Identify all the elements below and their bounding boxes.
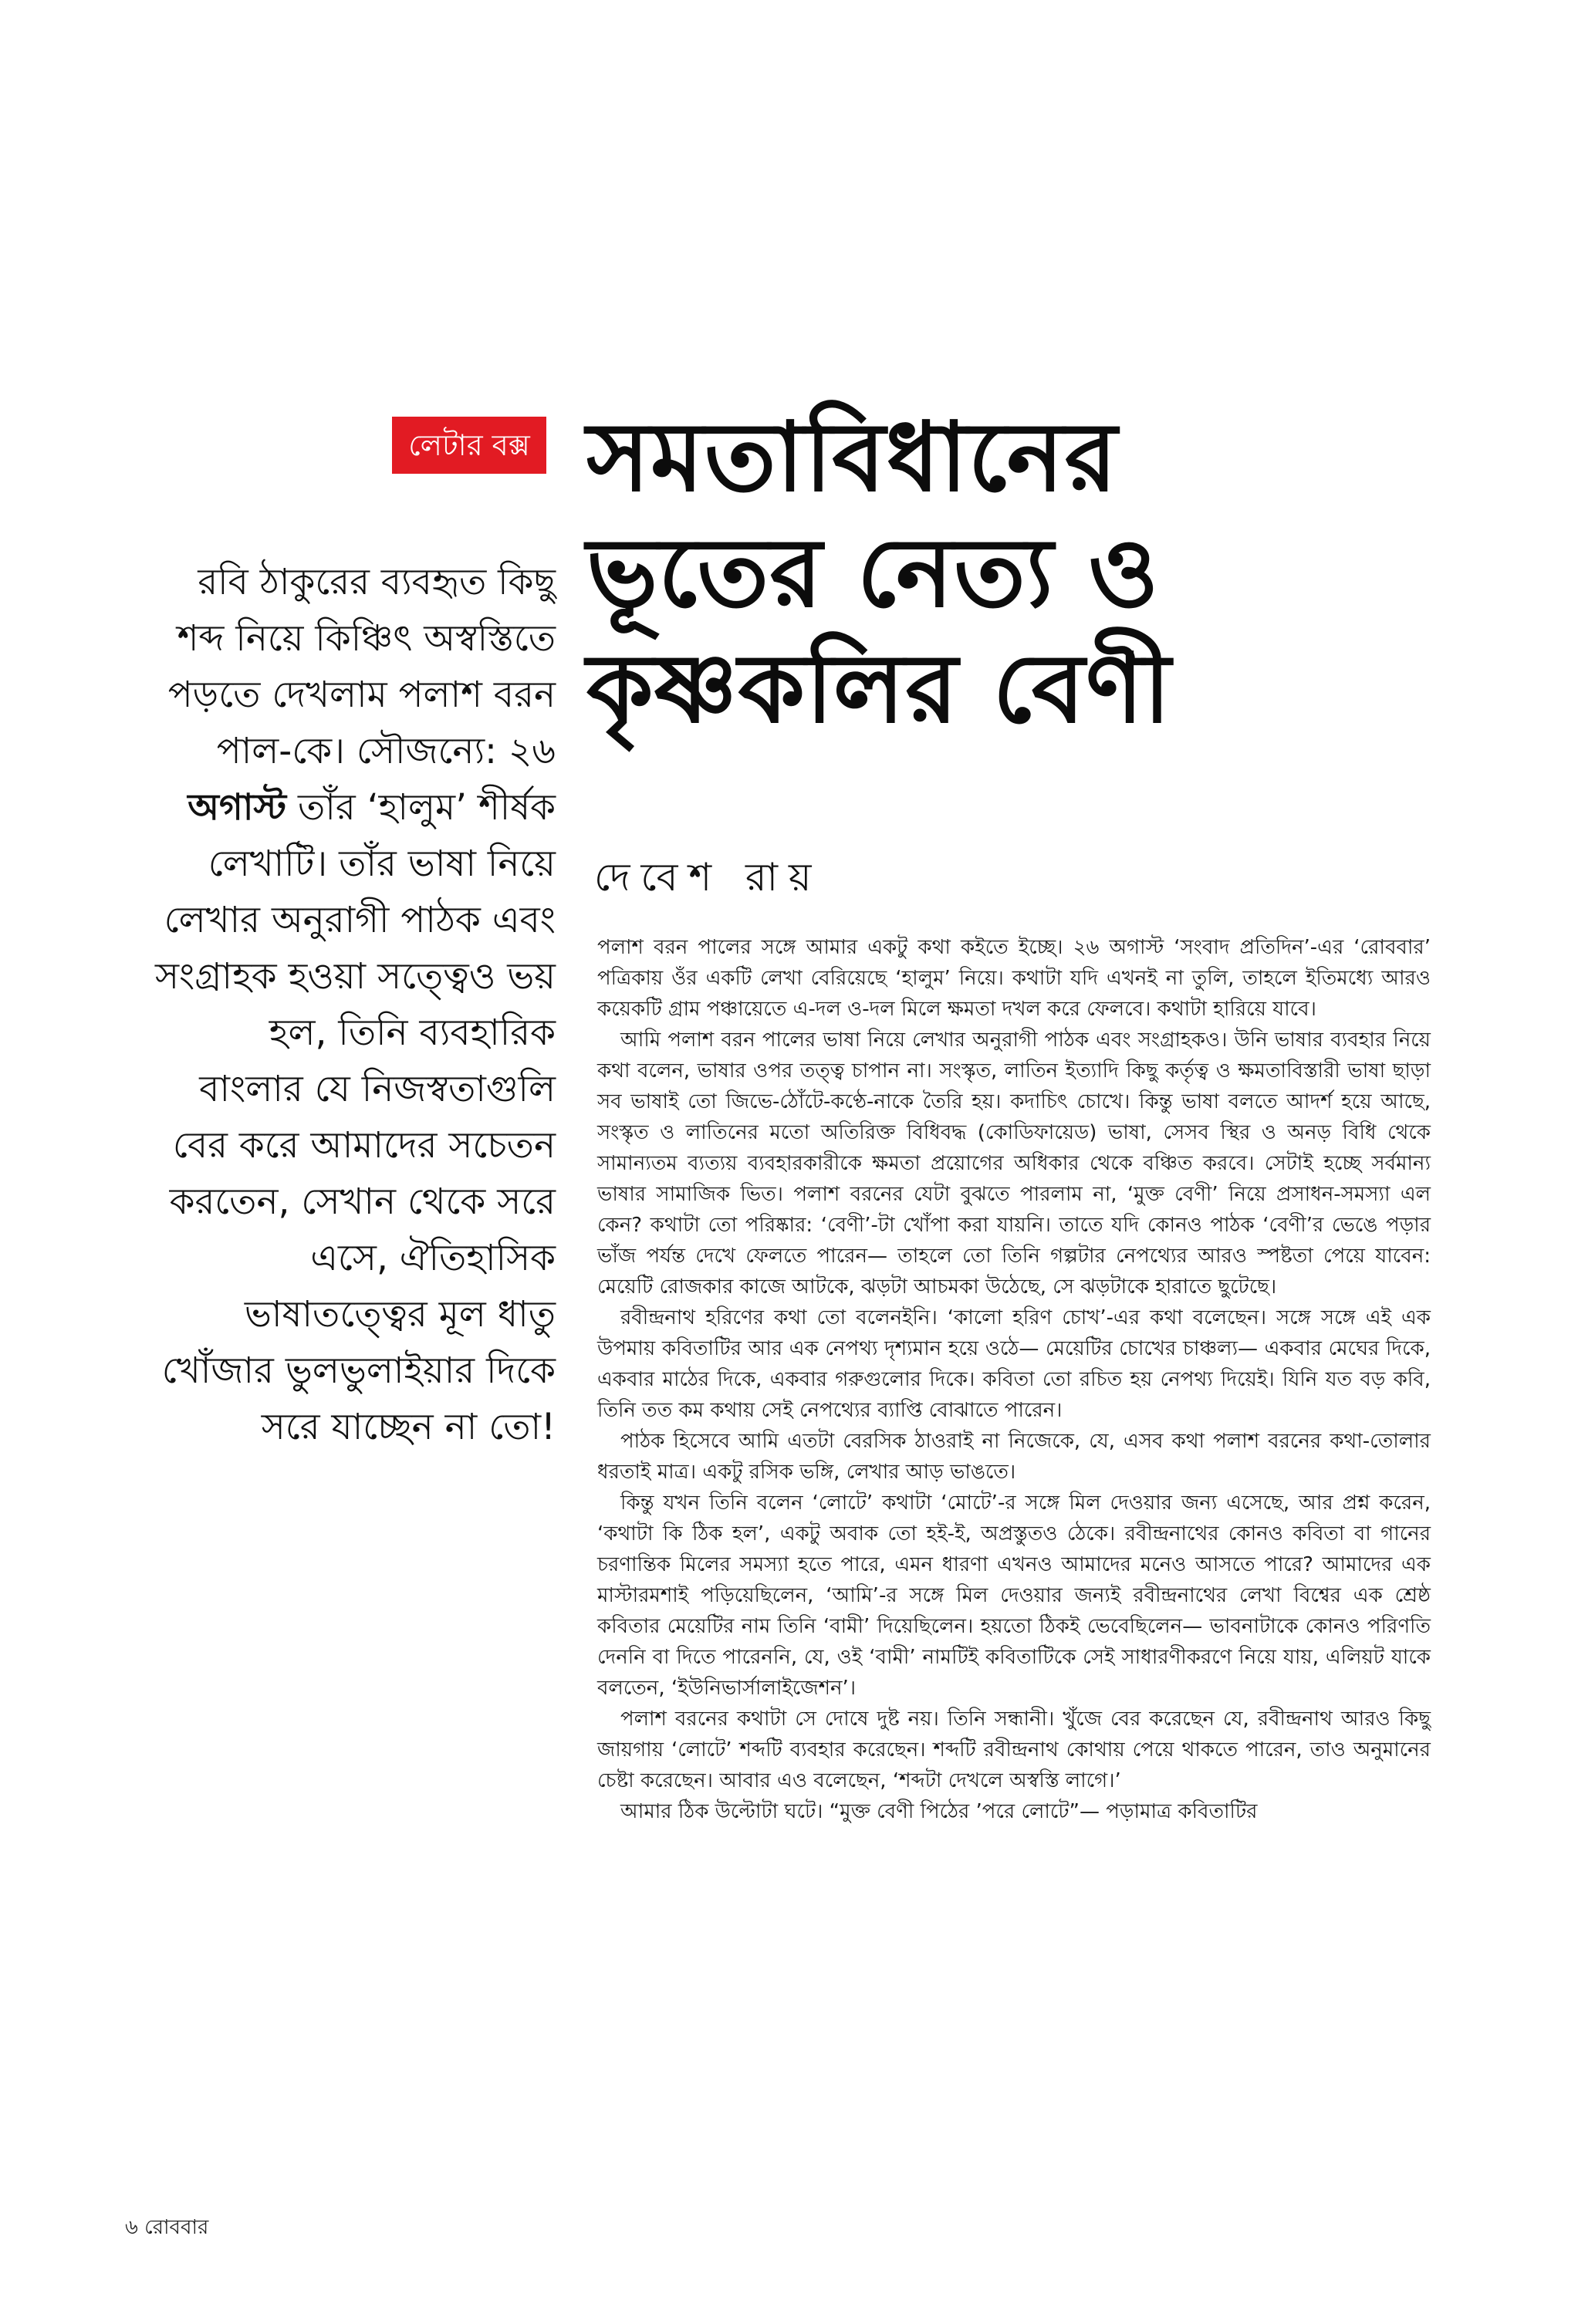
section-badge: লেটার বক্স: [392, 417, 546, 474]
pull-quote-part-2: তাঁর ‘হালুম’ শীর্ষক লেখাটি। তাঁর ভাষা নিয়ে লেখার অনুরাগী পাঠক এবং সংগ্রাহক হওয়া সত্ত্বেও ভয় হল, তিনি ব্যবহারিক বাংলার যে নিজস্বতাগুলি বের করে আমাদের সচেতন করতেন, সেখান থেকে সরে এসে, ঐতিহাসিক ভাষাতত্ত্বের মূল ধাতু খোঁজার ভুলভুলাইয়ার দিকে সরে যাচ্ছেন না তো!: [154, 786, 556, 1448]
article-paragraph-6: পলাশ বরনের কথাটা সে দোষে দুষ্ট নয়। তিনি সন্ধানী। খুঁজে বের করেছেন যে, রবীন্দ্রনাথ আরও কিছু জায়গায় ‘লোটে’ শব্দটি ব্যবহার করেছেন। শব্দটি রবীন্দ্রনাথ কোথায় পেয়ে থাকতে পারেন, তাও অনুমানের চেষ্টা করেছেন। আবার এও বলেছেন, ‘শব্দটা দেখলে অস্বস্তি লাগে।’: [597, 1708, 1431, 1792]
article-body: [597, 932, 1431, 1827]
headline-line-3: কৃষ্ণকলির বেণী: [586, 633, 1172, 745]
page-folio: ৬ রোববার: [125, 2216, 209, 2239]
headline-line-1: সমতাবিধানের: [586, 402, 1118, 513]
pull-quote-part-1: রবি ঠাকুরের ব্যবহৃত কিছু শব্দ নিয়ে কিঞ্চিৎ অস্বস্তিতে পড়তে দেখলাম পলাশ বরন পাল-কে। সৌজন্যে: ২৬: [167, 561, 556, 772]
author-byline: দেবেশ রায়: [594, 855, 823, 900]
headline: [586, 400, 1512, 747]
article-paragraph-2: আমি পলাশ বরন পালের ভাষা নিয়ে লেখার অনুরাগী পাঠক এবং সংগ্রাহকও। উনি ভাষার ব্যবহার নিয়ে কথা বলেন, ভাষার ওপর তত্ত্ব চাপান না। সংস্কৃত, লাতিন ইত্যাদি কিছু কর্তৃত্ব ও ক্ষমতাবিস্তারী ভাষা ছাড়া সব ভাষাই তো জিভে-ঠোঁটে-কণ্ঠে-নাকে তৈরি হয়। কদাচিৎ চোখে। কিন্তু ভাষা বলতে আদর্শ হয়ে আছে, সংস্কৃত ও লাতিনের মতো অতিরিক্ত বিধিবদ্ধ (কোডিফায়েড) ভাষা, সেসব স্থির ও অনড় বিধি থেকে সামান্যতম ব্যত্যয় ব্যবহারকারীকে ক্ষমতা প্রয়োগের অধিকার থেকে বঞ্চিত করবে। সেটাই হচ্ছে সর্বমান্য ভাষার সামাজিক ভিত। পলাশ বরনের যেটা বুঝতে পারলাম না, ‘মুক্ত বেণী’ নিয়ে প্রসাধন-সমস্যা এল কেন? কথাটা তো পরিষ্কার: ‘বেণী’-টা খোঁপা করা যায়নি। তাতে যদি কোনও পাঠক ‘বেণী’র ভেঙে পড়ার ভাঁজ পর্যন্ত দেখে ফেলতে পারেন— তাহলে তো তিনি গল্পটার নেপথ্যের আরও স্পষ্টতা পেয়ে যাবেন: মেয়েটি রোজকার কাজে আটকে, ঝড়টা আচমকা উঠেছে, সে ঝড়টাকে হারাতে ছুটেছে।: [597, 1029, 1431, 1299]
pull-quote: [154, 554, 556, 1455]
pull-quote-highlight: অগাস্ট: [188, 786, 287, 829]
headline-line-2: ভূতের নেত্য ও: [586, 518, 1160, 629]
article-paragraph-3: রবীন্দ্রনাথ হরিণের কথা তো বলেনইনি। ‘কালো হরিণ চোখ’-এর কথা বলেছেন। সঙ্গে সঙ্গে এই এক উপমায় কবিতাটির আর এক নেপথ্য দৃশ্যমান হয়ে ওঠে— মেয়েটির চোখের চাঞ্চল্য— একবার মেঘের দিকে, একবার মাঠের দিকে, একবার গরুগুলোর দিকে। কবিতা তো রচিত হয় নেপথ্য দিয়েই। যিনি যত বড় কবি, তিনি তত কম কথায় সেই নেপথ্যের ব্যাপ্তি বোঝাতে পারেন।: [597, 1306, 1431, 1422]
article-paragraph-1: পলাশ বরন পালের সঙ্গে আমার একটু কথা কইতে ইচ্ছে। ২৬ অগাস্ট ‘সংবাদ প্রতিদিন’-এর ‘রোববার’ পত্রিকায় ওঁর একটি লেখা বেরিয়েছে ‘হালুম’ নিয়ে। কথাটা যদি এখনই না তুলি, তাহলে ইতিমধ্যে আরও কয়েকটি গ্রাম পঞ্চায়েতে এ-দল ও-দল মিলে ক্ষমতা দখল করে ফেলবে। কথাটা হারিয়ে যাবে।: [597, 936, 1431, 1021]
article-paragraph-7: আমার ঠিক উল্টোটা ঘটে। “মুক্ত বেণী পিঠের ’পরে লোটে”— পড়ামাত্র কবিতাটির: [620, 1800, 1258, 1823]
article-paragraph-4: পাঠক হিসেবে আমি এতটা বেরসিক ঠাওরাই না নিজেকে, যে, এসব কথা পলাশ বরনের কথা-তোলার ধরতাই মাত্র। একটু রসিক ভঙ্গি, লেখার আড় ভাঙতে।: [597, 1430, 1431, 1484]
article-paragraph-5: কিন্তু যখন তিনি বলেন ‘লোটে’ কথাটা ‘মোটে’-র সঙ্গে মিল দেওয়ার জন্য এসেছে, আর প্রশ্ন করেন, ‘কথাটা কি ঠিক হল’, একটু অবাক তো হই-ই, অপ্রস্তুতও ঠেকে। রবীন্দ্রনাথের কোনও কবিতা বা গানের চরণান্তিক মিলের সমস্যা হতে পারে, এমন ধারণা এখনও আমাদের মনেও আসতে পারে? আমাদের এক মাস্টারমশাই পড়িয়েছিলেন, ‘আমি’-র সঙ্গে মিল দেওয়ার জন্যই রবীন্দ্রনাথের লেখা বিশ্বের এক শ্রেষ্ঠ কবিতার মেয়েটির নাম তিনি ‘বামী’ দিয়েছিলেন। হয়তো ঠিকই ভেবেছিলেন— ভাবনাটাকে কোনও পরিণতি দেননি বা দিতে পারেননি, যে, ওই ‘বামী’ নামটিই কবিতাটিকে সেই সাধারণীকরণে নিয়ে যায়, এলিয়ট যাকে বলতেন, ‘ইউনিভার্সালাইজেশন’।: [597, 1491, 1431, 1700]
